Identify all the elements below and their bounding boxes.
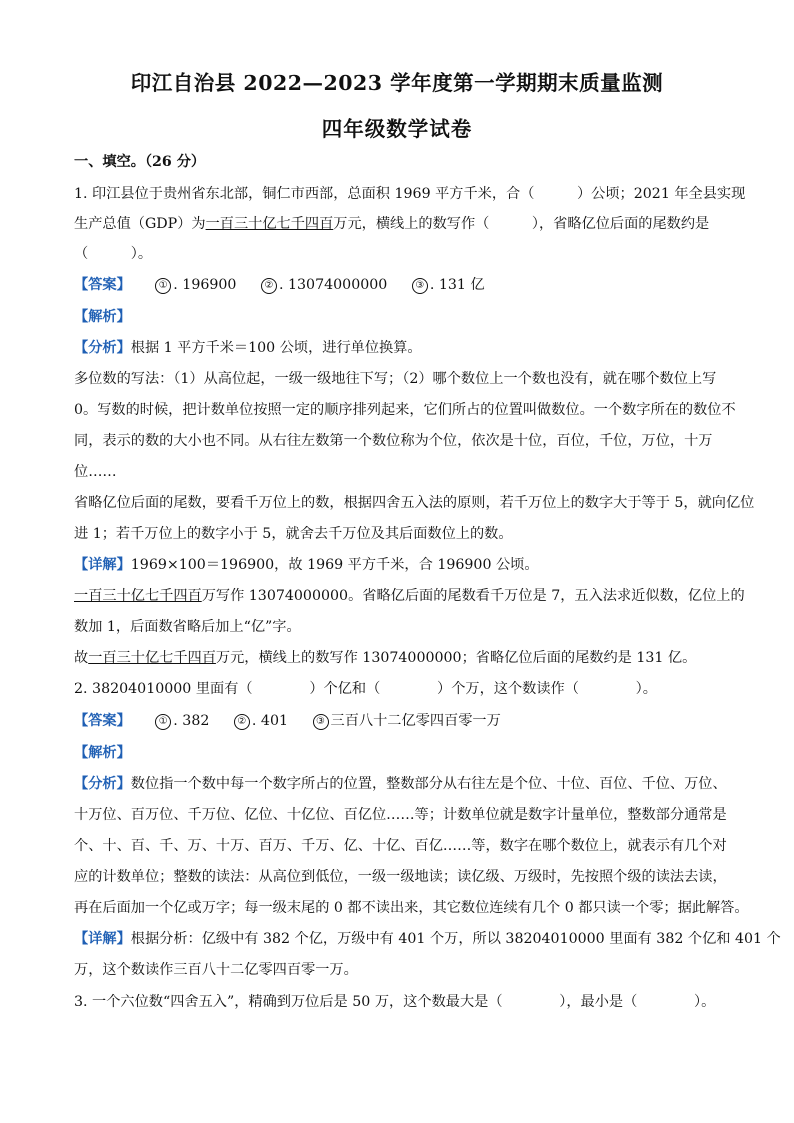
q2-para-3: 个、十、百、千、万、十万、百万、千万、亿、十亿、百亿……等，数字在哪个数位上，就表示有几个对 xyxy=(74,838,727,854)
q1-para-4: 位…… xyxy=(74,464,117,480)
q1-detail-2-text: 万写作 13074000000。省略亿后面的尾数看千万位是 7，五入法求近似数，亿位上的 xyxy=(201,588,745,604)
circled-number-icon: ② xyxy=(234,714,250,730)
q1-answer-1-text: . 196900 xyxy=(173,277,237,293)
circled-number-icon: ① xyxy=(155,278,171,294)
q2-para-5: 再在后面加一个亿或万字；每一级末尾的 0 都不读出来，其它数位连续有几个 0 都只读一个零；据此解答。 xyxy=(74,900,749,916)
q1-text-line3: （ ）。 xyxy=(74,246,153,262)
q2-text-line1: 2. 38204010000 里面有（ ）个亿和（ ）个万，这个数读作（ ）。 xyxy=(74,681,657,697)
q1-line2-post: 万元，横线上的数写作（ ），省略亿位后面的尾数约是 xyxy=(333,216,710,232)
circled-number-icon: ① xyxy=(155,714,171,730)
answer-tag: 【答案】 xyxy=(74,277,131,293)
q2-answer-3-text: 三百八十二亿零四百零一万 xyxy=(330,713,501,729)
exam-title: 印江自治县 2022—2023 学年度第一学期期末质量监测 xyxy=(130,71,664,95)
q1-detail-4-underlined: 一百三十亿七千四百 xyxy=(88,650,216,666)
q1-para-6: 进 1；若千万位上的数字小于 5，就舍去千万位及其后面数位上的数。 xyxy=(74,526,513,542)
q1-detail-4 xyxy=(74,648,734,668)
q1-text-line2 xyxy=(74,214,734,234)
exam-subtitle: 四年级数学试卷 xyxy=(321,117,473,141)
q1-detail-4-pre: 故 xyxy=(74,650,89,666)
q1-para-3: 同，表示的数的大小也不同。从右往左数第一个数位称为个位，依次是十位，百位，千位，万位，十万 xyxy=(74,433,713,449)
q2-xiangjie xyxy=(74,929,781,949)
q1-answer-2-text: . 13074000000 xyxy=(278,277,388,293)
q1-para-1: 多位数的写法：（1）从高位起，一级一级地往下写；（2）哪个数位上一个数也没有，就在哪个数位上写 xyxy=(74,371,717,387)
analysis-tag: 【解析】 xyxy=(74,745,131,761)
q2-fenxi xyxy=(74,774,734,794)
q1-detail-2-underlined: 一百三十亿七千四百 xyxy=(74,588,202,604)
q2-fenxi-text: 数位指一个数中每一个数字所占的位置，整数部分从右往左是个位、十位、百位、千位、万位、 xyxy=(130,776,727,792)
circled-number-icon: ② xyxy=(261,278,277,294)
q1-para-5: 省略亿位后面的尾数，要看千万位上的数，根据四舍五入法的原则，若千万位上的数字大于等于 5，就向亿位 xyxy=(74,495,755,511)
q1-answer-3 xyxy=(412,277,485,293)
q1-fenxi xyxy=(74,338,734,358)
q2-answer-3 xyxy=(313,713,501,729)
q2-answer-2-text: . 401 xyxy=(251,713,289,729)
q1-fenxi-text: 根据 1 平方千米＝100 公顷，进行单位换算。 xyxy=(130,340,422,356)
q1-detail-2 xyxy=(74,586,745,606)
q2-para-4: 应的计数单位；整数的读法：从高位到低位，一级一级地读；读亿级、万级时，先按照个级的读法去读， xyxy=(74,869,727,885)
q2-answer-1-text: . 382 xyxy=(173,713,210,729)
q1-detail-3: 数加 1，后面数省略后加上“亿”字。 xyxy=(74,619,301,635)
circled-number-icon: ③ xyxy=(313,714,329,730)
q1-answer-2 xyxy=(261,277,387,293)
q3-text-line1: 3. 一个六位数“四舍五入”，精确到万位后是 50 万，这个数最大是（ ），最小是（ ）。 xyxy=(74,994,716,1010)
answer-tag: 【答案】 xyxy=(74,713,131,729)
q1-detail-4-text: 万元，横线上的数写作 13074000000；省略亿位后面的尾数约是 131 亿。 xyxy=(215,650,697,666)
q1-answer-row xyxy=(74,275,734,295)
q1-detail-1: 1969×100＝196900，故 1969 平方千米，合 196900 公顷。 xyxy=(130,557,539,573)
q1-para-2: 0。写数的时候，把计数单位按照一定的顺序排列起来，它们所占的位置叫做数位。一个数字所在的数位不 xyxy=(74,402,736,418)
xiangjie-tag: 【详解】 xyxy=(74,931,131,947)
q1-text-line1: 1. 印江县位于贵州省东北部，铜仁市西部，总面积 1969 平方千米，合（ ）公顷；2021 年全县实现 xyxy=(74,186,746,202)
circled-number-icon: ③ xyxy=(412,278,428,294)
q1-answer-3-text: . 131 亿 xyxy=(429,277,485,293)
q1-answer-1 xyxy=(155,277,236,293)
section-heading: 一、填空。（26 分） xyxy=(74,154,206,170)
q2-answer-row xyxy=(74,711,734,731)
q1-underlined-number: 一百三十亿七千四百 xyxy=(205,216,334,232)
fenxi-tag: 【分析】 xyxy=(74,776,131,792)
q2-answer-2 xyxy=(234,713,288,729)
fenxi-tag: 【分析】 xyxy=(74,340,131,356)
xiangjie-tag: 【详解】 xyxy=(74,557,131,573)
q2-answer-1 xyxy=(155,713,209,729)
analysis-tag: 【解析】 xyxy=(74,309,131,325)
q1-xiangjie xyxy=(74,555,734,575)
q2-detail-1: 根据分析：亿级中有 382 个亿，万级中有 401 个万，所以 38204010000 里面有 382 个亿和 401 个 xyxy=(130,931,781,947)
q2-para-2: 十万位、百万位、千万位、亿位、十亿位、百亿位……等；计数单位就是数字计量单位，整数部分通常是 xyxy=(74,807,727,823)
q1-line2-pre: 生产总值（GDP）为 xyxy=(74,216,206,232)
q2-detail-2: 万，这个数读作三百八十二亿零四百零一万。 xyxy=(74,962,358,978)
